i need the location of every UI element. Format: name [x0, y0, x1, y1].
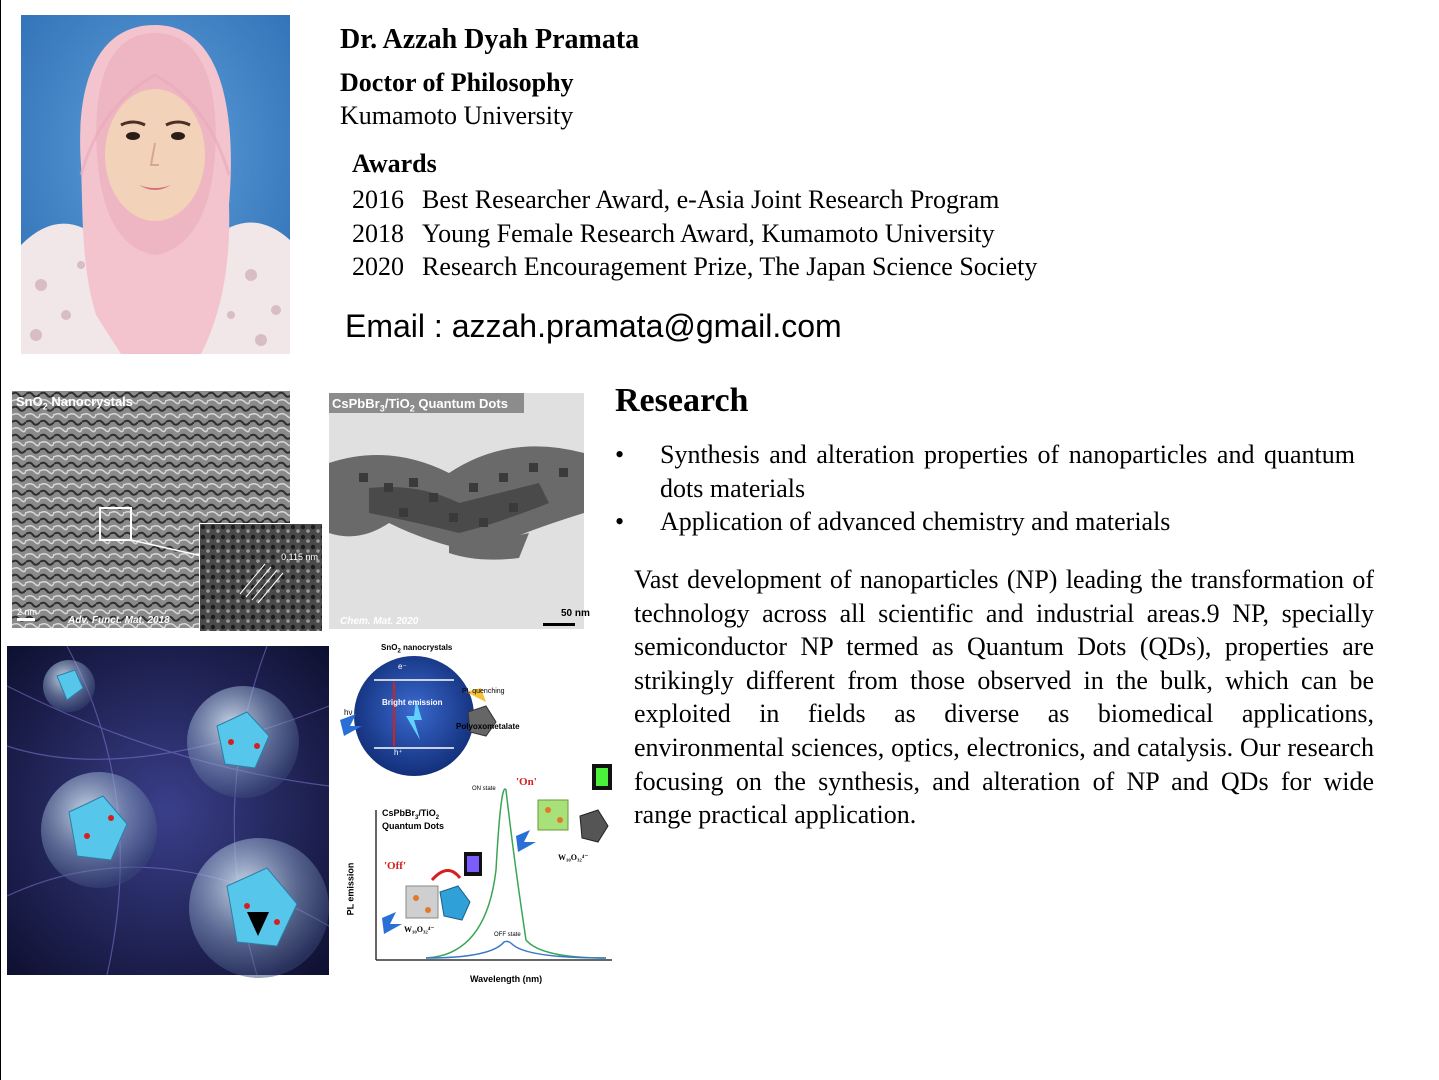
- electron-label: e⁻: [398, 662, 407, 671]
- scale-bar-label: 2 nm: [17, 607, 38, 617]
- render-illustration: [7, 646, 329, 975]
- x-axis-label: Wavelength (nm): [470, 974, 543, 984]
- polyoxometalate-label: Polyoxometalate: [456, 722, 520, 731]
- lattice-spacing-label: 0.115 nm: [281, 552, 318, 562]
- research-bullets: [615, 438, 1355, 539]
- w10o32-label: W₁₀O₃₂⁴⁻: [404, 925, 435, 934]
- award-text: Best Researcher Award, e-Asia Joint Research Program: [422, 185, 1000, 214]
- w10o32-label-on: W₁₀O₃₂⁴⁻: [558, 853, 589, 862]
- cspbbr3-label: CsPbBr$_3$/TiO$_2$ Quantum Dots: [332, 396, 508, 414]
- qd-label-line2: Quantum Dots: [382, 821, 444, 831]
- bullet-icon: •: [615, 507, 625, 536]
- off-state-label: OFF state: [494, 932, 521, 938]
- scale-bar-label: 50 nm: [561, 608, 590, 619]
- awards-list: [352, 183, 1037, 284]
- award-text: Research Encouragement Prize, The Japan Science Society: [422, 252, 1038, 281]
- on-state-label: ON state: [472, 786, 496, 792]
- bullet-text: Synthesis and alteration properties of nanoparticles and quantum dots materials: [660, 440, 1355, 503]
- award-text: Young Female Research Award, Kumamoto University: [422, 218, 995, 248]
- award-year: 2020: [352, 252, 404, 281]
- citation: Chem. Mat. 2020: [340, 616, 419, 627]
- award-year: 2018: [352, 218, 404, 248]
- portrait-illustration: [21, 15, 290, 354]
- y-axis-label: PL emission: [345, 862, 356, 916]
- person-name: Dr. Azzah Dyah Pramata: [340, 24, 640, 55]
- pl-quenching-label: PL quenching: [462, 688, 505, 695]
- degree: Doctor of Philosophy: [340, 68, 574, 97]
- citation: Adv. Funct. Mat. 2018: [68, 615, 170, 626]
- hole-label: h⁺: [394, 748, 403, 757]
- diagram-top-title: SnO$_2$ nanocrystals: [381, 643, 453, 655]
- sno2-lattice-inset: [199, 523, 323, 632]
- award-item: [352, 217, 1037, 251]
- award-item: [352, 250, 1037, 284]
- qd-label: CsPbBr$_3$/TiO$_2$: [382, 808, 440, 821]
- email-address[interactable]: Email : azzah.pramata@gmail.com: [345, 308, 842, 344]
- on-label: 'On': [516, 776, 537, 788]
- research-heading: Research: [615, 382, 749, 419]
- photon-label: hν: [344, 708, 353, 717]
- pl-mechanism-diagram: [336, 640, 616, 990]
- cspbbr3-tem-image: [329, 393, 590, 629]
- sno2-label: SnO$_2$ Nanocrystals: [16, 394, 134, 412]
- research-bullet: [615, 438, 1355, 505]
- lattice-texture: [200, 524, 322, 631]
- off-label: 'Off': [384, 860, 406, 872]
- bright-emission-label: Bright emission: [382, 698, 443, 707]
- nanoparticle-render: [7, 646, 329, 975]
- bullet-icon: •: [615, 440, 625, 469]
- bullet-text: Application of advanced chemistry and materials: [660, 507, 1171, 536]
- page-left-border: [0, 0, 1, 1080]
- university: Kumamoto University: [340, 101, 574, 130]
- research-description: Vast development of nanoparticles (NP) leading the transformation of technology across all scientific and industrial areas.9 NP, specially semiconductor NP termed as Quantum Dots (QDs), properties are strikingly different from those observed in the bulk, which can be exploited in fields as diverse as biomedical applications, environmental sciences, optics, electronics, and catalysis. Our research focusing on the synthesis, and alteration of NP and QDs for wide range practical application.: [634, 565, 1374, 830]
- profile-photo: [21, 15, 290, 354]
- research-bullet: [615, 505, 1355, 539]
- award-year: 2016: [352, 185, 404, 214]
- awards-heading: Awards: [352, 149, 437, 178]
- award-item: [352, 183, 1037, 217]
- quantum-dots-texture: [329, 393, 584, 629]
